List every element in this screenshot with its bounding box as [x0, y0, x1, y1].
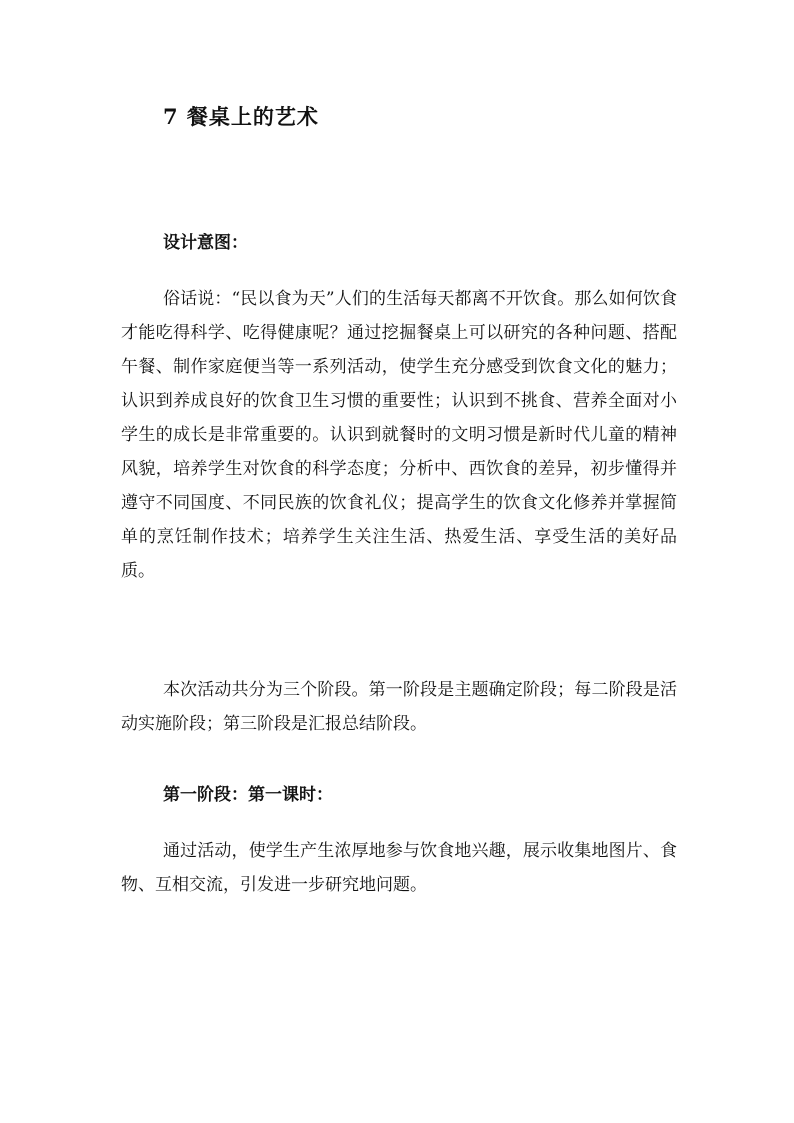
stages-overview-paragraph: 本次活动共分为三个阶段。第一阶段是主题确定阶段；每二阶段是活动实施阶段；第三阶段是汇报总结阶段。 — [121, 680, 677, 734]
document-title: 7 餐桌上的艺术 — [163, 104, 319, 129]
design-intent-paragraph: 俗话说：“民以食为天”人们的生活每天都离不开饮食。那么如何饮食才能吃得科学、吃得健康呢？通过挖掘餐桌上可以研究的各种问题、搭配午餐、制作家庭便当等一系列活动，使学生充分感受到饮食文化的魅力；认识到养成良好的饮食卫生习惯的重要性；认识到不挑食、营养全面对小学生的成长是非常重要的。认识到就餐时的文明习惯是新时代儿童的精神风貌，培养学生对饮食的科学态度；分析中、西饮食的差异，初步懂得并遵守不同国度、不同民族的饮食礼仪；提高学生的饮食文化修养并掌握简单的烹饪制作技术；培养学生关注生活、热爱生活、享受生活的美好品质。 — [121, 289, 677, 581]
design-intent-heading: 设计意图： — [163, 233, 248, 253]
stage-one-paragraph: 通过活动，使学生产生浓厚地参与饮食地兴趣，展示收集地图片、食物、互相交流，引发进一步研究地问题。 — [121, 841, 677, 895]
stage-one-heading: 第一阶段：第一课时： — [163, 785, 333, 805]
